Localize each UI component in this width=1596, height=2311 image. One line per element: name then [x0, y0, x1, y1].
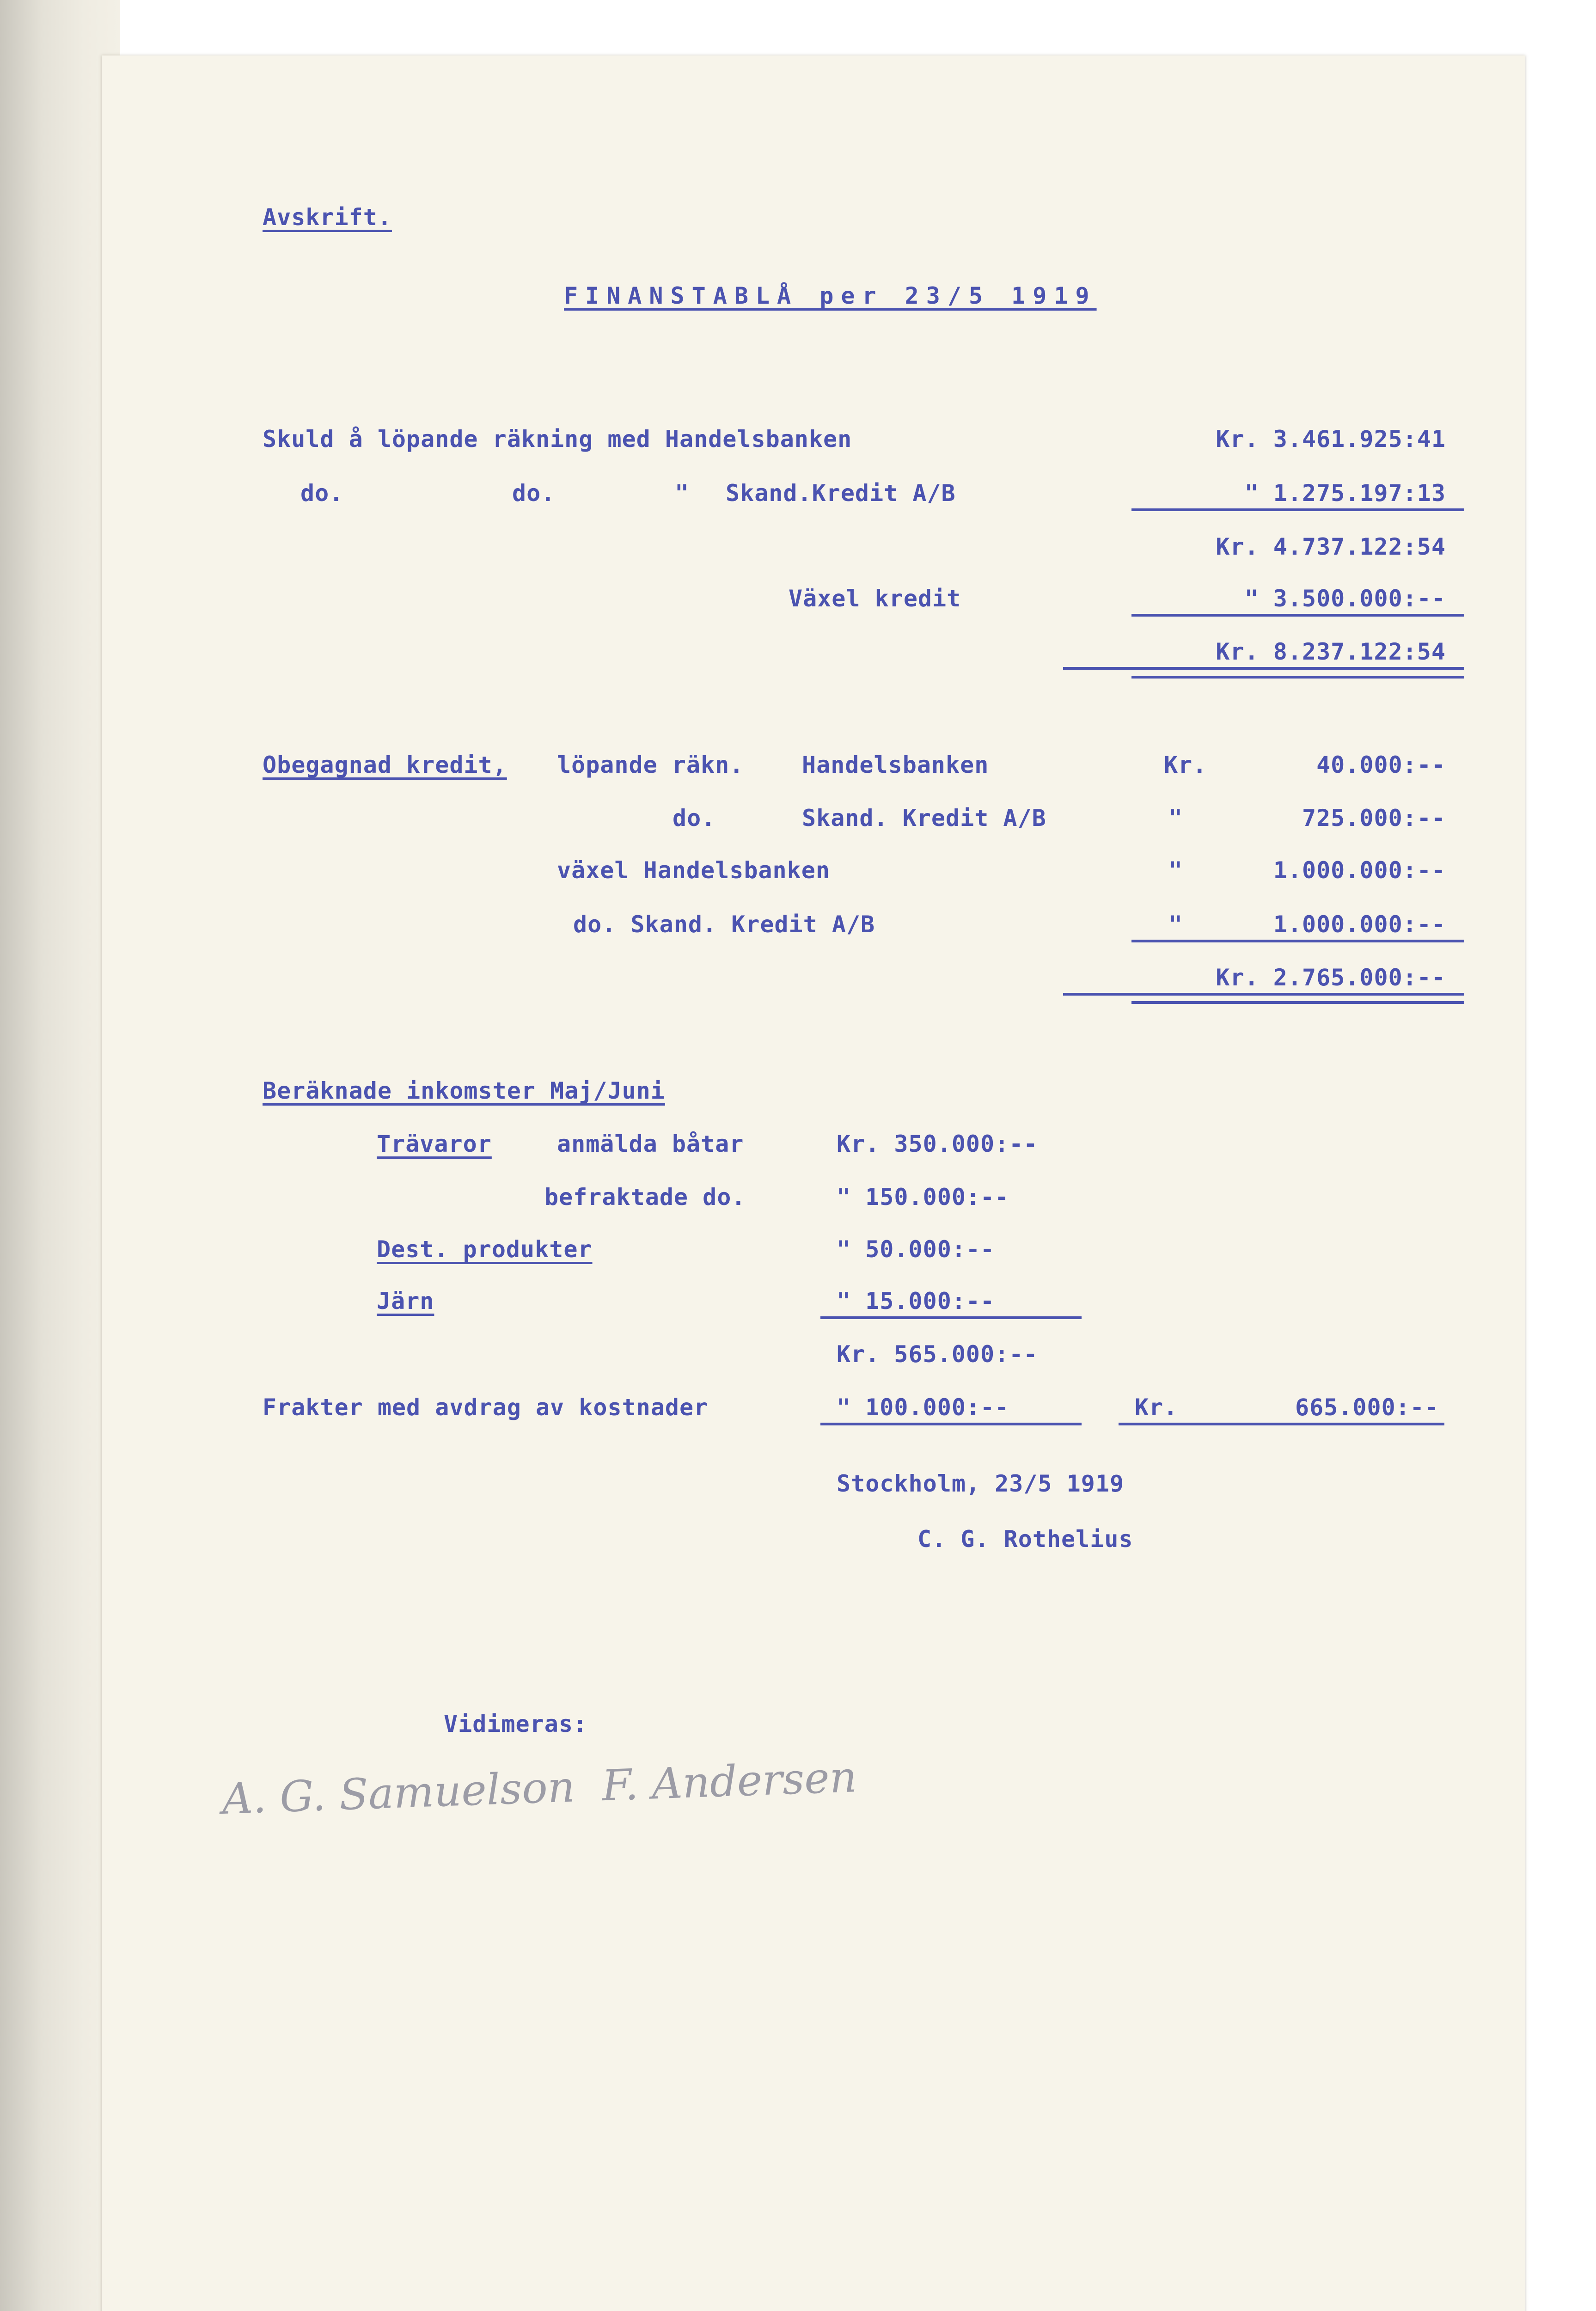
debt-bill-amount: " 3.500.000:--	[1244, 585, 1446, 612]
unused-row3-label: växel Handelsbanken	[557, 857, 830, 884]
income-freight-underline	[820, 1423, 1082, 1425]
debt-row2-bank: Skand.Kredit A/B	[726, 480, 956, 507]
debt-row2-underline	[1131, 508, 1464, 511]
unused-row2-bank: Skand. Kredit A/B	[802, 805, 1046, 831]
document-page	[102, 55, 1525, 2311]
unused-row1-type: löpande räkn.	[557, 752, 744, 778]
income-iron-underline	[820, 1316, 1082, 1319]
unused-row1-bank: Handelsbanken	[802, 752, 989, 778]
debt-row1-amount: Kr. 3.461.925:41	[1216, 426, 1446, 452]
footer-certified: Vidimeras:	[444, 1711, 588, 1737]
income-grand-total-kr: Kr.	[1135, 1394, 1178, 1421]
income-iron-label: Järn	[377, 1288, 434, 1314]
debt-bill-underline	[1131, 614, 1464, 617]
unused-row4-quote: "	[1168, 911, 1183, 938]
unused-total: Kr. 2.765.000:--	[1216, 964, 1446, 991]
income-wood-sub1: anmälda båtar	[557, 1131, 744, 1157]
unused-row1-amount: 40.000:--	[1316, 752, 1446, 778]
footer-name: C. G. Rothelius	[917, 1526, 1133, 1553]
debt-row2-do2: do.	[512, 480, 556, 507]
income-grand-total-underline	[1119, 1423, 1444, 1425]
unused-total-underline-2	[1131, 1001, 1464, 1004]
income-freight-amount: " 100.000:--	[837, 1394, 1009, 1421]
debt-row1-label: Skuld å löpande räkning med Handelsbanken	[263, 426, 852, 452]
unused-row4-amount: 1.000.000:--	[1273, 911, 1446, 938]
debt-total-underline-2	[1131, 676, 1464, 679]
unused-row3-amount: 1.000.000:--	[1273, 857, 1446, 884]
income-subtotal: Kr. 565.000:--	[837, 1341, 1038, 1368]
income-freight-label: Frakter med avdrag av kostnader	[263, 1394, 709, 1421]
debt-row2-do1: do.	[300, 480, 344, 507]
debt-bill-label: Växel kredit	[789, 585, 961, 612]
debt-total: Kr. 8.237.122:54	[1216, 638, 1446, 665]
income-dest-amount: " 50.000:--	[837, 1236, 995, 1263]
unused-row2-amount: 725.000:--	[1302, 805, 1446, 831]
debt-row2-quote: "	[675, 480, 690, 507]
unused-row4-label: do. Skand. Kredit A/B	[573, 911, 875, 938]
unused-total-underline-1	[1063, 993, 1464, 996]
unused-row2-do: do.	[673, 805, 716, 831]
income-wood-amount1: Kr. 350.000:--	[837, 1131, 1038, 1157]
unused-row2-quote: "	[1168, 805, 1183, 831]
unused-row3-quote: "	[1168, 857, 1183, 884]
unused-heading: Obegagnad kredit,	[263, 752, 507, 778]
income-iron-amount: " 15.000:--	[837, 1288, 995, 1314]
debt-total-underline-1	[1063, 667, 1464, 670]
income-wood-amount2: " 150.000:--	[837, 1184, 1009, 1211]
income-wood-sub2: befraktade do.	[544, 1184, 746, 1211]
debt-row2-amount: " 1.275.197:13	[1244, 480, 1446, 507]
income-dest-label: Dest. produkter	[377, 1236, 593, 1263]
income-wood-label: Trävaror	[377, 1131, 492, 1157]
unused-row1-kr: Kr.	[1164, 752, 1207, 778]
footer-place-date: Stockholm, 23/5 1919	[837, 1470, 1125, 1497]
document-title: FINANSTABLÅ per 23/5 1919	[564, 282, 1097, 309]
debt-subtotal: Kr. 4.737.122:54	[1216, 533, 1446, 560]
income-grand-total-amount: 665.000:--	[1295, 1394, 1439, 1421]
income-heading: Beräknade inkomster Maj/Juni	[263, 1077, 665, 1104]
handwritten-signatures: A. G. Samuelson F. Andersen	[221, 1752, 858, 1824]
document-label: Avskrift.	[263, 204, 392, 231]
unused-row4-underline	[1131, 940, 1464, 942]
